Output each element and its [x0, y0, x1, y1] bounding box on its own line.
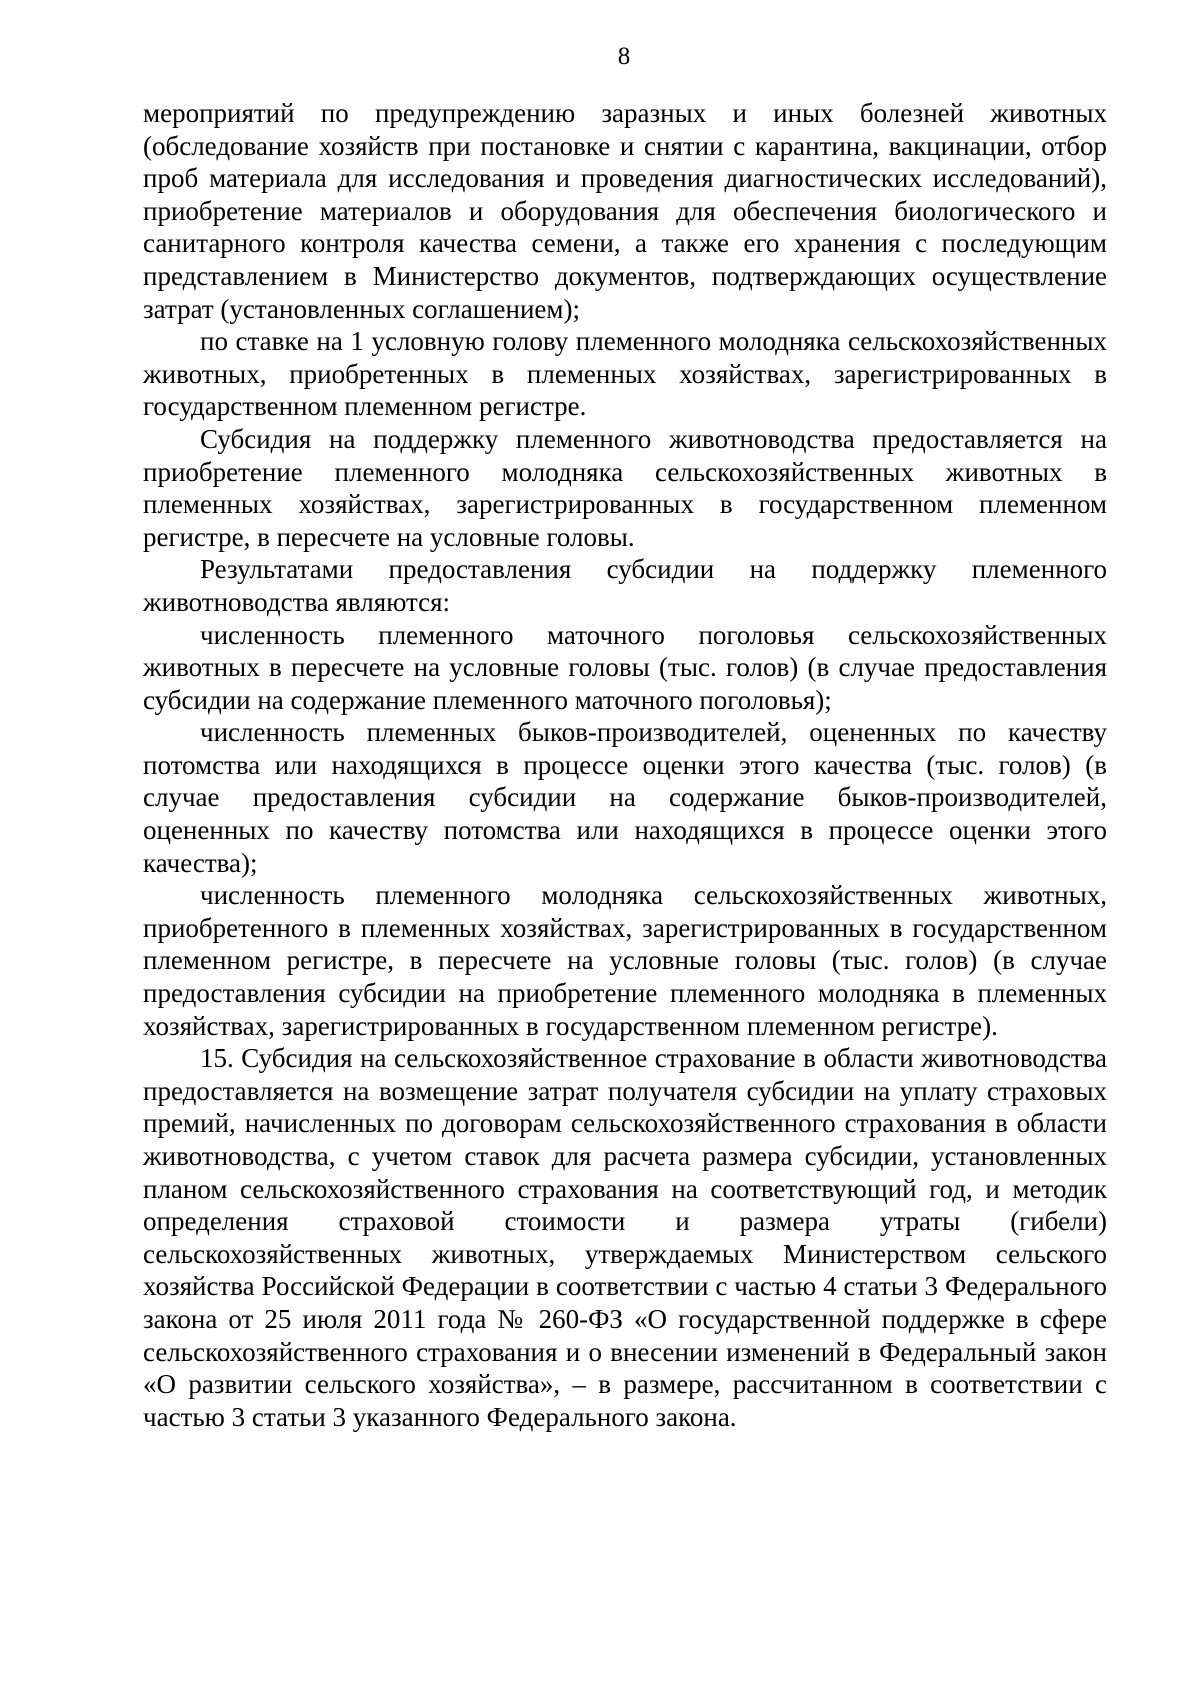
paragraph-result-young-stock: численность племенного молодняка сельскохозяйственных животных, приобретенного в племенных хозяйствах, зарегистрированных в государственном племенном регистре, в пересчете на условные головы (тыс. голов) (в случае предоставления субсидии на приобретение племенного молодняка в племенных хозяйствах, зарегистрированных в государственном племенном регистре).	[143, 880, 1107, 1041]
paragraph-results-intro: Результатами предоставления субсидии на поддержку племенного животноводства являются:	[143, 554, 1107, 617]
document-body	[143, 97, 1107, 1433]
page-number: 8	[617, 43, 631, 70]
paragraph-result-breeding-stock: численность племенного маточного поголовья сельскохозяйственных животных в пересчете на условные головы (тыс. голов) (в случае предоставления субсидии на содержание племенного маточного поголовья);	[143, 619, 1107, 715]
paragraph-continuation: мероприятий по предупреждению заразных и иных болезней животных (обследование хозяйств при постановке и снятии с карантина, вакцинации, отбор проб материала для исследования и проведения диагностических исследований), приобретение материалов и оборудования для обеспечения биологического и санитарного контроля качества семени, а также его хранения с последующим представлением в Министерство документов, подтверждающих осуществление затрат (установленных соглашением);	[143, 98, 1107, 324]
paragraph-section-15-insurance: 15. Субсидия на сельскохозяйственное страхование в области животноводства предоставляется на возмещение затрат получателя субсидии на уплату страховых премий, начисленных по договорам сельскохозяйственного страхования в области животноводства, с учетом ставок для расчета размера субсидии, установленных планом сельскохозяйственного страхования на соответствующий год, и методик определения страховой стоимости и размера утраты (гибели) сельскохозяйственных животных, утверждаемых Министерством сельского хозяйства Российской Федерации в соответствии с частью 4 статьи 3 Федерального закона от 25 июля 2011 года № 260-ФЗ «О государственной поддержке в сфере сельскохозяйственного страхования и о внесении изменений в Федеральный закон «О развитии сельского хозяйства», – в размере, рассчитанном в соответствии с частью 3 статьи 3 указанного Федерального закона.	[143, 1043, 1107, 1432]
paragraph-breeding-subsidy: Субсидия на поддержку племенного животноводства предоставляется на приобретение племенного молодняка сельскохозяйственных животных в племенных хозяйствах, зарегистрированных в государственном племенном регистре, в пересчете на условные головы.	[143, 423, 1107, 552]
paragraph-result-bulls: численность племенных быков-производителей, оцененных по качеству потомства или находящихся в процессе оценки этого качества (тыс. голов) (в случае предоставления субсидии на содержание быков-производителей, оцененных по качеству потомства или находящихся в процессе оценки этого качества);	[143, 717, 1107, 878]
paragraph-rate-per-head: по ставке на 1 условную голову племенного молодняка сельскохозяйственных животных, приобретенных в племенных хозяйствах, зарегистрированных в государственном племенном регистре.	[143, 326, 1107, 422]
